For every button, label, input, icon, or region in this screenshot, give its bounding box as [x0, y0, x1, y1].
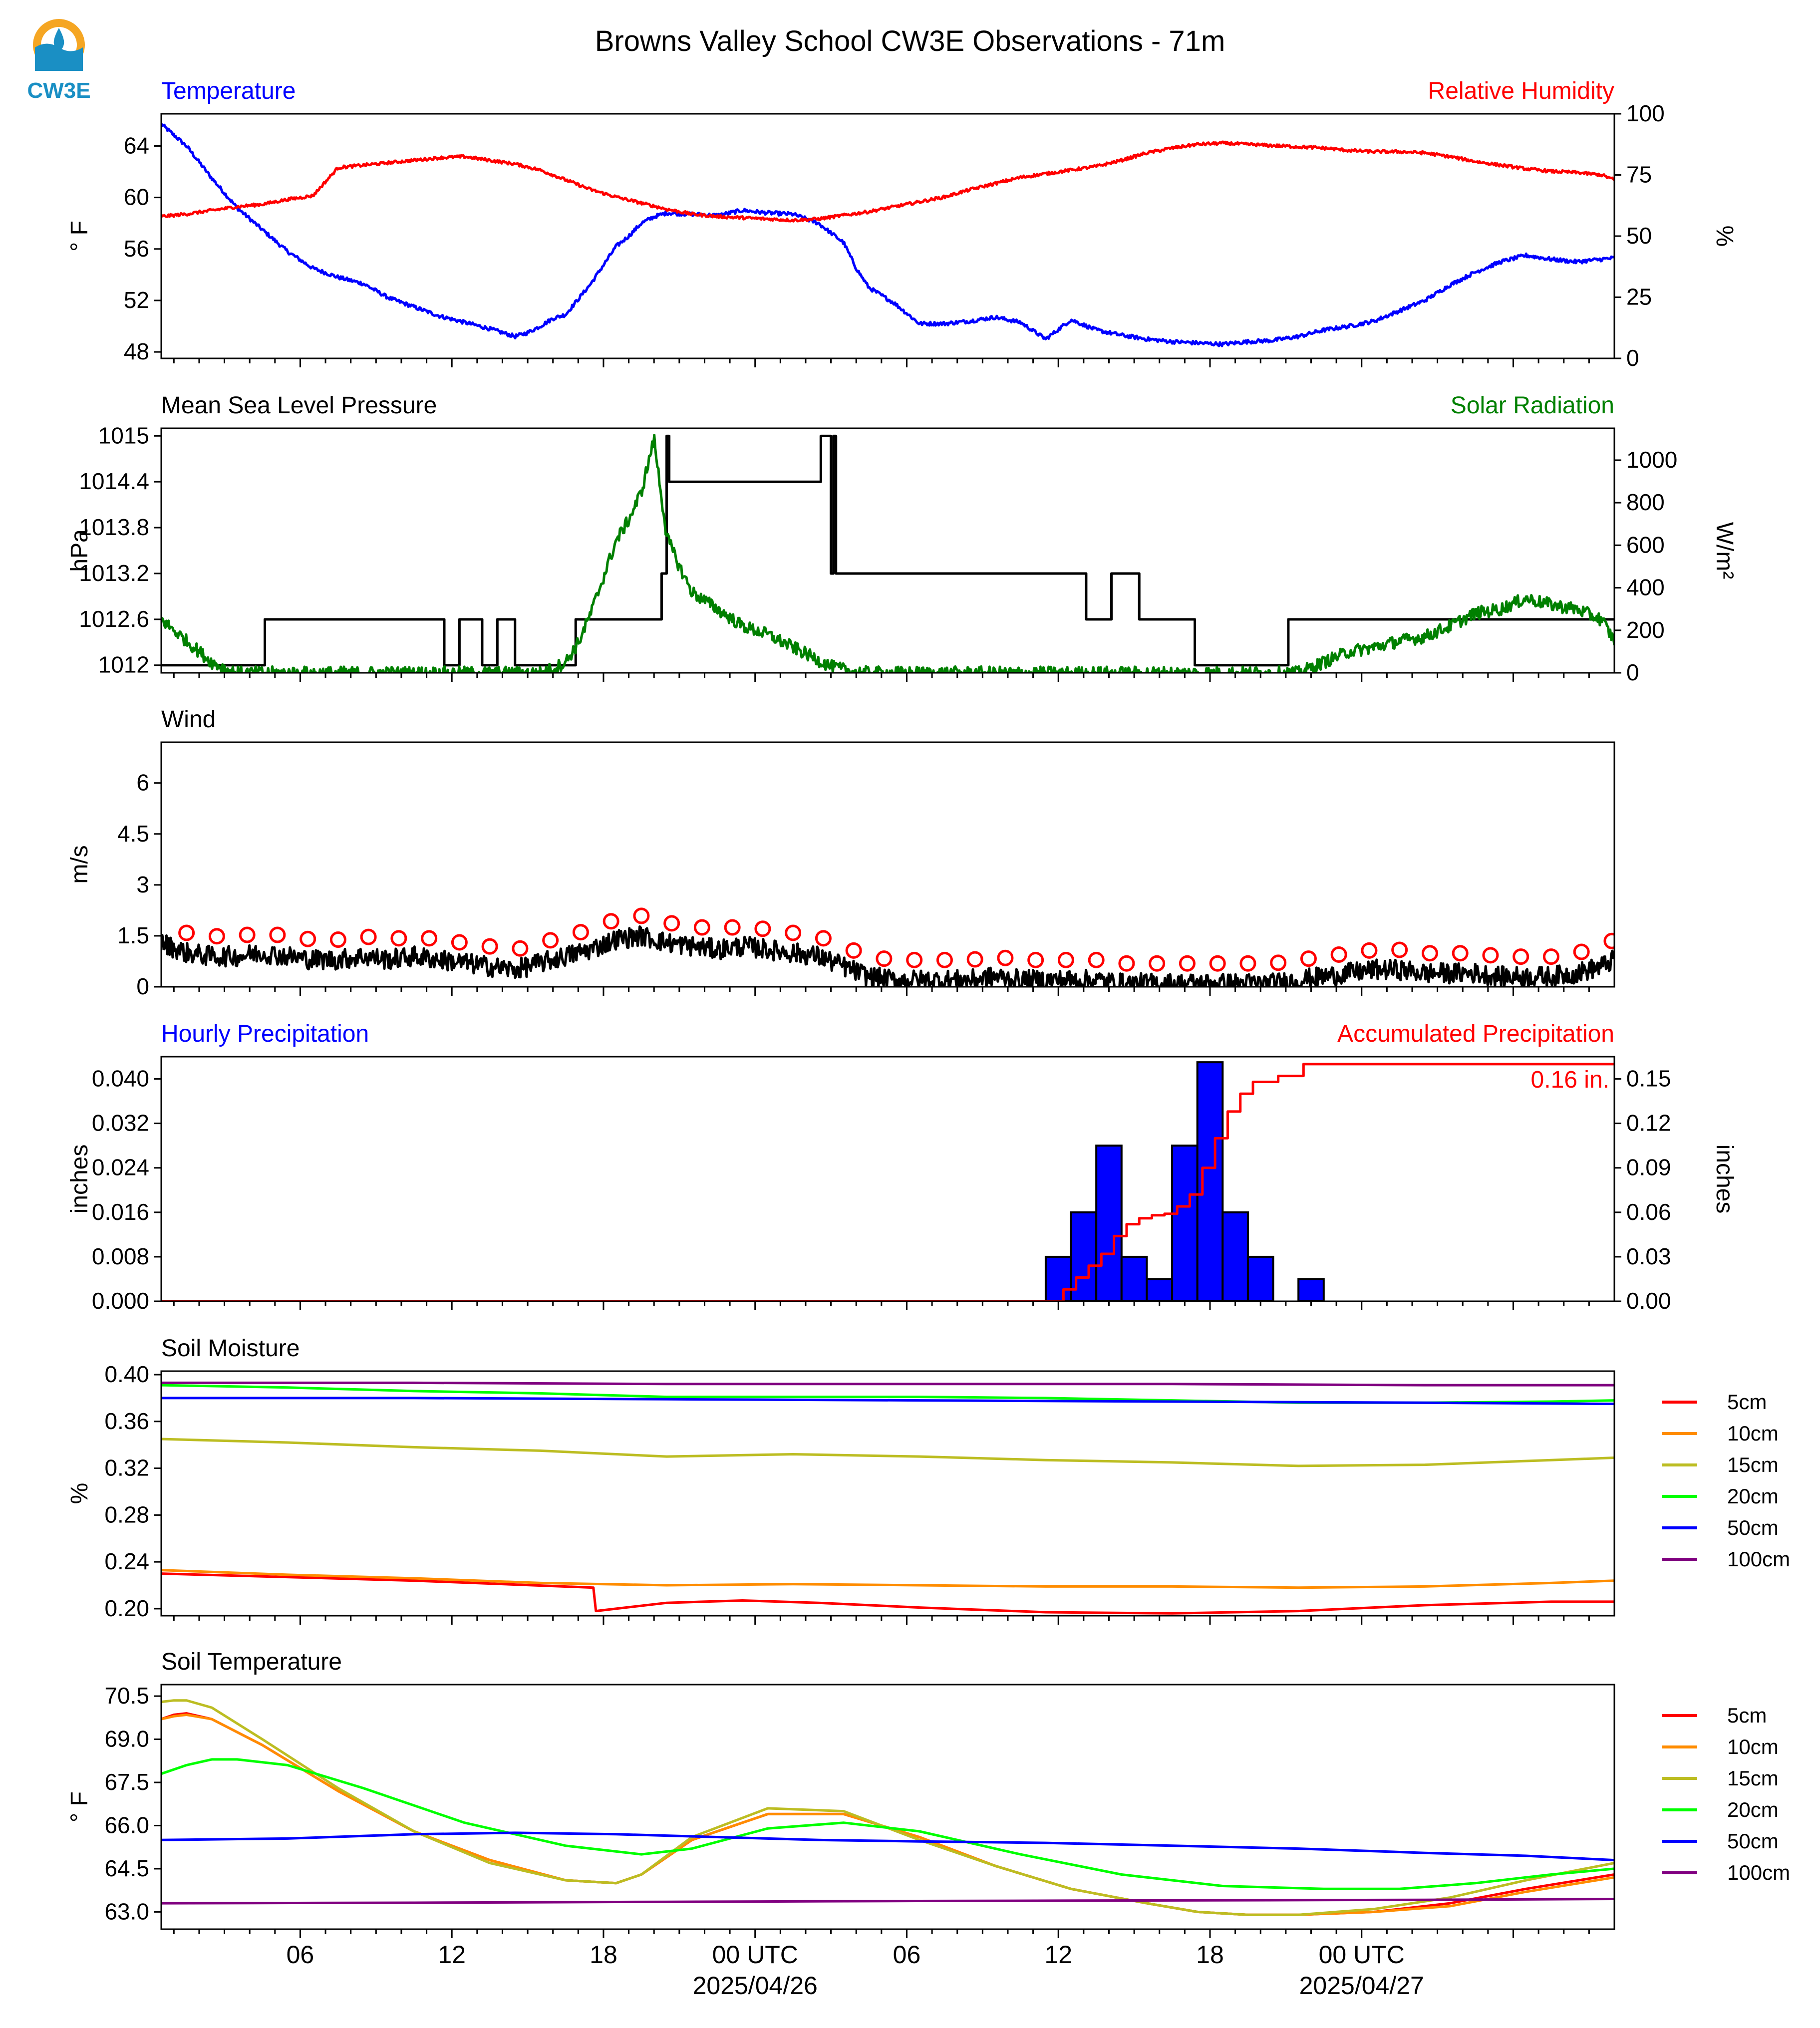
series-line-50cm	[161, 1398, 1614, 1404]
y2-tick-label: 0.06	[1626, 1198, 1671, 1225]
panel-title-right: Accumulated Precipitation	[1337, 1021, 1614, 1047]
panel-title-right: Relative Humidity	[1428, 78, 1614, 104]
x-tick-label: 06	[893, 1941, 921, 1969]
y-tick-label: 64.5	[104, 1855, 149, 1881]
y-tick-label: 1014.4	[79, 468, 149, 495]
wind-marker	[1241, 956, 1255, 970]
legend-label: 20cm	[1727, 1798, 1779, 1821]
series-line-wind	[161, 926, 1614, 993]
wind-marker	[513, 941, 527, 955]
series-line-mean-sea-level-pressure	[161, 436, 1614, 665]
wind-marker	[1423, 946, 1437, 960]
y-tick-label: 0.040	[91, 1065, 149, 1092]
y-axis-label: ° F	[66, 221, 93, 252]
y-tick-label: 0	[136, 973, 149, 999]
y-tick-label: 0.32	[104, 1454, 149, 1481]
y2-tick-label: 75	[1626, 161, 1652, 188]
wind-marker	[786, 926, 800, 940]
panel-title-left: Hourly Precipitation	[161, 1021, 369, 1047]
chart-panel-5	[66, 1649, 1790, 1938]
panel-title-left: Mean Sea Level Pressure	[161, 392, 437, 419]
y-tick-label: 0.20	[104, 1595, 149, 1621]
logo-text: CW3E	[27, 78, 91, 103]
legend-label: 10cm	[1727, 1422, 1779, 1445]
x-tick-date: 2025/04/26	[692, 1972, 818, 2000]
y-tick-label: 0.40	[104, 1361, 149, 1388]
wind-marker	[877, 952, 891, 966]
wind-marker	[1150, 956, 1164, 970]
y2-tick-label: 400	[1626, 574, 1665, 600]
chart-panel-2	[66, 706, 1619, 999]
wind-marker	[271, 928, 285, 942]
wind-marker	[937, 953, 951, 967]
wind-marker	[1362, 943, 1376, 957]
y-tick-label: 67.5	[104, 1769, 149, 1795]
plot-area	[161, 1701, 1614, 1915]
y2-axis-label: inches	[1711, 1144, 1738, 1214]
y-tick-label: 1012.6	[79, 605, 149, 632]
y-axis-label: %	[66, 1482, 93, 1504]
x-tick-date: 2025/04/27	[1299, 1972, 1424, 2000]
y-tick-label: 60	[123, 184, 149, 210]
wind-marker	[816, 931, 830, 945]
series-line-5cm	[161, 1574, 1614, 1614]
series-line-15cm	[161, 1701, 1614, 1915]
wind-marker	[361, 930, 375, 944]
series-line-temperature	[161, 123, 1614, 346]
wind-marker	[968, 952, 982, 966]
series-line-50cm	[161, 1833, 1614, 1860]
series-line-accumulated-precipitation	[161, 1064, 1614, 1301]
wind-marker	[240, 928, 254, 942]
precip-bar	[1147, 1279, 1172, 1301]
y2-tick-label: 1000	[1626, 446, 1678, 473]
y-tick-label: 0.36	[104, 1408, 149, 1434]
y-tick-label: 1013.2	[79, 560, 149, 586]
legend-label: 10cm	[1727, 1735, 1779, 1758]
series-line-10cm	[161, 1715, 1614, 1915]
y2-tick-label: 50	[1626, 223, 1652, 249]
y-tick-label: 0.000	[91, 1288, 149, 1314]
y-axis-label: m/s	[66, 845, 93, 884]
wind-marker	[544, 933, 558, 947]
y-tick-label: 0.024	[91, 1154, 149, 1180]
legend-label: 15cm	[1727, 1453, 1779, 1476]
wind-marker	[1180, 956, 1194, 970]
y-tick-label: 1.5	[117, 922, 149, 948]
wind-marker	[1301, 952, 1315, 966]
wind-marker	[847, 943, 861, 957]
y2-axis-label: W/m²	[1711, 522, 1738, 579]
y-tick-label: 3	[136, 871, 149, 897]
chart-panels	[66, 78, 1790, 2000]
y-axis-label: hPa	[66, 529, 93, 572]
y2-tick-label: 200	[1626, 616, 1665, 643]
legend-label: 5cm	[1727, 1390, 1767, 1414]
y-tick-label: 0.24	[104, 1548, 149, 1575]
x-tick-label: 18	[1196, 1941, 1224, 1969]
wind-marker	[483, 939, 497, 953]
y2-tick-label: 0.09	[1626, 1154, 1671, 1180]
series-line-solar-radiation	[161, 435, 1614, 679]
x-tick-label: 12	[1044, 1941, 1073, 1969]
wind-marker	[695, 920, 709, 934]
series-line-20cm	[161, 1759, 1614, 1889]
panel-title-left: Temperature	[161, 78, 296, 104]
series-line-100cm	[161, 1383, 1614, 1385]
legend-label: 50cm	[1727, 1829, 1779, 1853]
precip-bar	[1096, 1146, 1122, 1301]
wind-marker	[908, 953, 921, 967]
x-tick-label: 06	[286, 1941, 314, 1969]
wind-marker	[1059, 953, 1073, 967]
series-line-relative-humidity	[161, 142, 1614, 221]
series-line-100cm	[161, 1899, 1614, 1904]
wind-marker	[1089, 953, 1103, 967]
plot-area	[161, 123, 1614, 346]
y-tick-label: 0.28	[104, 1501, 149, 1528]
series-line-15cm	[161, 1439, 1614, 1466]
y-tick-label: 63.0	[104, 1898, 149, 1925]
precip-bar	[1222, 1212, 1248, 1301]
y-tick-label: 70.5	[104, 1683, 149, 1709]
panel-title-left: Soil Temperature	[161, 1649, 342, 1675]
precip-bar	[1198, 1062, 1223, 1301]
precip-bar	[1046, 1257, 1071, 1301]
y-tick-label: 64	[123, 132, 149, 159]
y-tick-label: 0.032	[91, 1110, 149, 1136]
wind-marker	[1271, 956, 1285, 970]
wind-marker	[452, 935, 466, 949]
y2-tick-label: 600	[1626, 532, 1665, 558]
y2-axis-label: %	[1711, 225, 1738, 247]
chart-panel-3	[66, 1021, 1738, 1314]
y-axis-label: ° F	[66, 1791, 93, 1822]
wind-marker	[665, 916, 679, 930]
y2-tick-label: 0.03	[1626, 1243, 1671, 1269]
y-tick-label: 56	[123, 235, 149, 262]
plot-area	[161, 435, 1614, 679]
wind-marker	[725, 920, 739, 934]
x-tick-label: 18	[590, 1941, 617, 1969]
y2-tick-label: 0	[1626, 345, 1639, 371]
chart-panel-1	[66, 392, 1738, 685]
wind-marker	[210, 929, 224, 943]
panel-title-right: Solar Radiation	[1450, 392, 1614, 419]
page-title: Browns Valley School CW3E Observations - 71m	[595, 25, 1225, 57]
plot-area	[161, 909, 1619, 993]
wind-marker	[634, 909, 648, 923]
wind-marker	[392, 931, 406, 945]
x-tick-label: 00 UTC	[1318, 1941, 1405, 1969]
y-tick-label: 52	[123, 287, 149, 313]
precip-bar	[1172, 1146, 1198, 1301]
panel-frame	[161, 1685, 1614, 1929]
y-tick-label: 6	[136, 769, 149, 796]
precip-bar	[1248, 1257, 1273, 1301]
panel-frame	[161, 742, 1614, 987]
panel-title-left: Soil Moisture	[161, 1335, 300, 1362]
precip-bar	[1298, 1279, 1324, 1301]
y2-tick-label: 0.12	[1626, 1110, 1671, 1136]
precip-bar	[1071, 1212, 1097, 1301]
wind-marker	[1484, 948, 1498, 962]
panel-title-left: Wind	[161, 706, 216, 733]
wind-marker	[1029, 953, 1043, 967]
y-tick-label: 0.008	[91, 1243, 149, 1269]
wind-marker	[1574, 945, 1588, 959]
wind-marker	[331, 933, 345, 947]
wind-marker	[604, 914, 618, 928]
wind-marker	[422, 931, 436, 945]
panel-frame	[161, 428, 1614, 673]
wind-marker	[1393, 943, 1407, 957]
panel-frame	[161, 1057, 1614, 1301]
wind-marker	[180, 926, 194, 940]
wind-marker	[998, 951, 1012, 965]
y-axis-label: inches	[66, 1144, 93, 1214]
y-tick-label: 0.016	[91, 1198, 149, 1225]
plot-area	[161, 1383, 1614, 1613]
legend-label: 100cm	[1727, 1547, 1791, 1571]
plot-area	[161, 1062, 1614, 1301]
legend-label: 15cm	[1727, 1766, 1779, 1790]
legend-label: 20cm	[1727, 1484, 1779, 1508]
cw3e-logo	[27, 19, 90, 103]
x-tick-label: 12	[438, 1941, 466, 1969]
wind-marker	[1514, 950, 1528, 964]
wind-marker	[301, 932, 315, 946]
y-tick-label: 48	[123, 338, 149, 365]
wind-marker	[1605, 934, 1619, 948]
accum-annotation: 0.16 in.	[1530, 1067, 1609, 1093]
y-tick-label: 1015	[98, 422, 149, 449]
legend-label: 5cm	[1727, 1704, 1767, 1727]
x-tick-label: 00 UTC	[712, 1941, 798, 1969]
wind-marker	[1332, 948, 1346, 962]
wind-marker	[1453, 946, 1467, 960]
wind-marker	[1211, 956, 1224, 970]
y-tick-label: 66.0	[104, 1812, 149, 1838]
wind-marker	[1544, 950, 1558, 964]
legend-label: 100cm	[1727, 1861, 1791, 1884]
y2-tick-label: 800	[1626, 489, 1665, 516]
y2-tick-label: 100	[1626, 100, 1665, 126]
legend-label: 50cm	[1727, 1516, 1779, 1539]
wind-marker	[574, 925, 588, 939]
y2-tick-label: 0.00	[1626, 1288, 1671, 1314]
precip-bar	[1122, 1257, 1147, 1301]
y-tick-label: 1013.8	[79, 514, 149, 541]
y-tick-label: 4.5	[117, 820, 149, 847]
y2-tick-label: 0.15	[1626, 1065, 1671, 1092]
wind-marker	[756, 922, 770, 936]
y-tick-label: 69.0	[104, 1726, 149, 1752]
y2-tick-label: 25	[1626, 284, 1652, 310]
chart-panel-0	[66, 78, 1738, 371]
wind-marker	[1120, 956, 1134, 970]
y2-tick-label: 0	[1626, 659, 1639, 685]
chart-panel-4	[66, 1335, 1790, 1625]
y-tick-label: 1012	[98, 651, 149, 678]
